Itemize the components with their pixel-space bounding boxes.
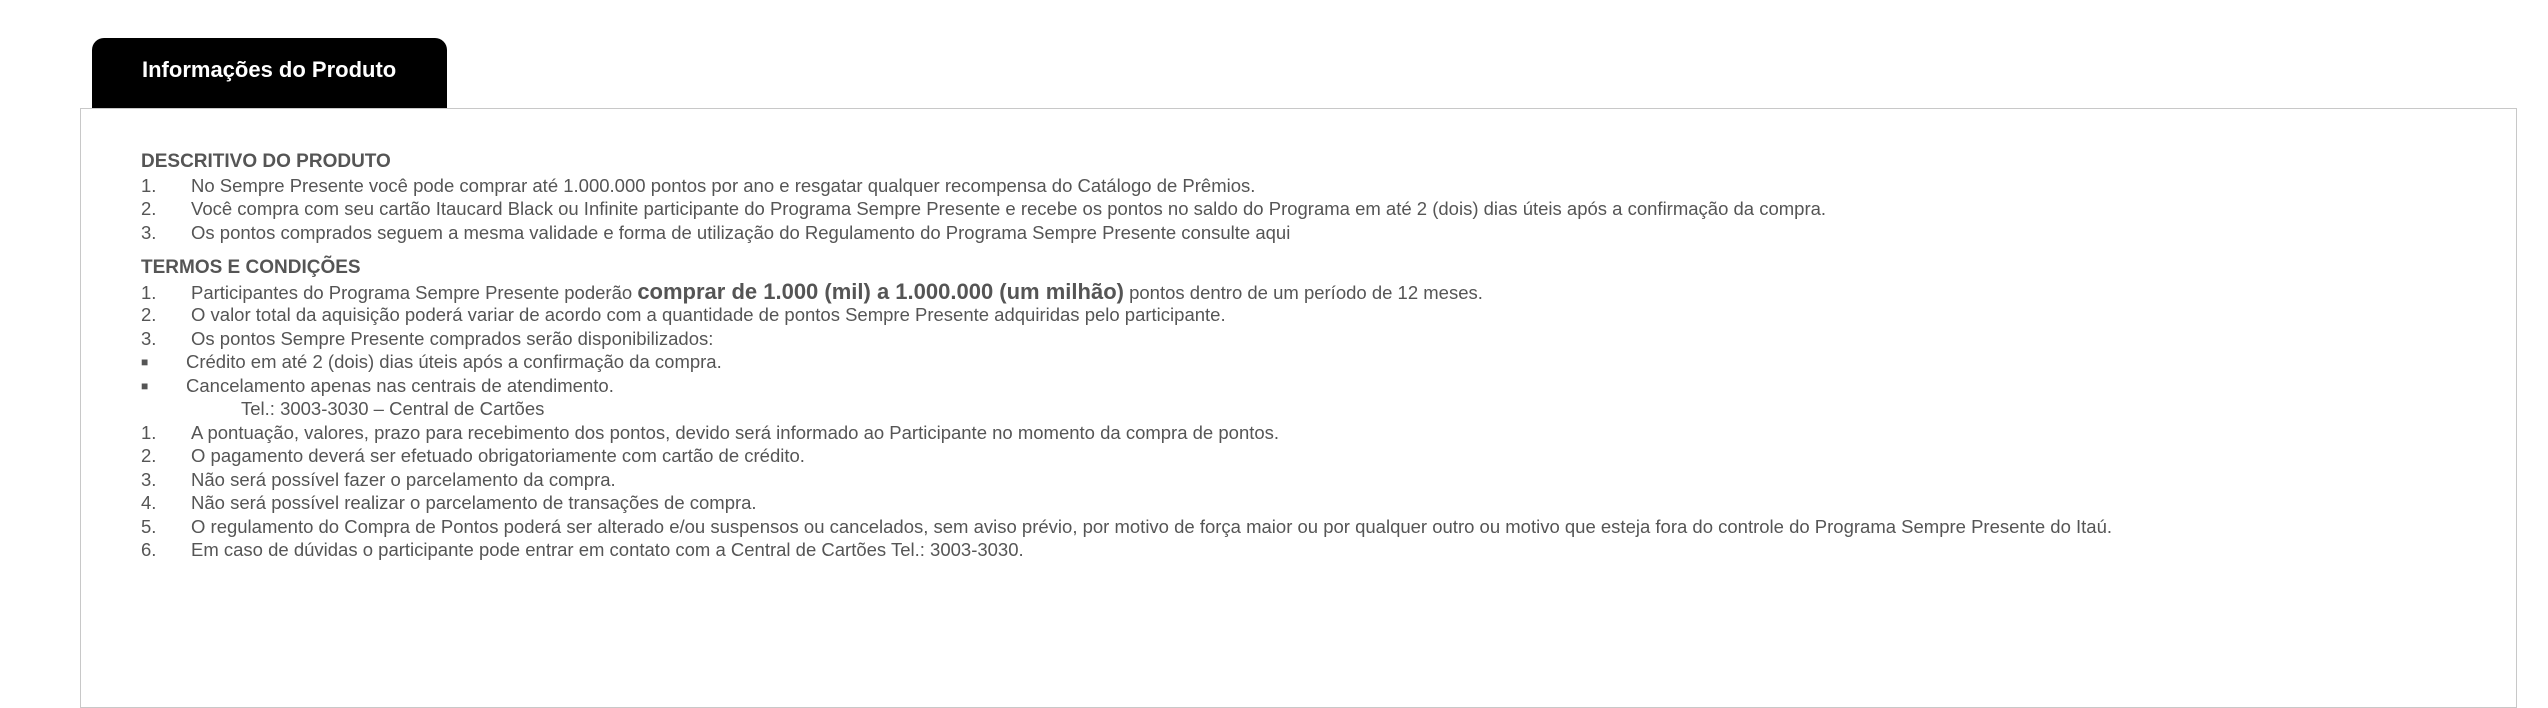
regulamento-link[interactable]: aqui: [1255, 221, 1291, 243]
termos-sub-item-2: [141, 444, 2501, 468]
item-number: 1.: [141, 421, 157, 443]
item-text: A pontuação, valores, prazo para recebimento dos pontos, devido será informado ao Participante no momento da compra de pontos.: [191, 421, 1280, 443]
descritivo-item-2: [141, 197, 2501, 221]
item-text: O valor total da aquisição poderá variar de acordo com a quantidade de pontos Sempre Presente adquiridas pelo participante.: [191, 304, 1226, 325]
descritivo-item-1: [141, 174, 2501, 198]
item-text: Você compra com seu cartão Itaucard Black ou Infinite participante do Programa Sempre Presente e recebe os pontos no saldo do Programa em até 2 (dois) dias úteis após a confirmação da compra.: [191, 198, 1827, 219]
termos-sub-item-3: [141, 468, 2501, 492]
item-number: 3.: [141, 327, 157, 349]
termos-bullet-1: [141, 350, 2501, 374]
item-number: 1.: [141, 174, 157, 196]
item-text: Participantes do Programa Sempre Presente poderão: [191, 281, 638, 303]
item-text: O regulamento do Compra de Pontos poderá ser alterado e/ou suspensos ou cancelados, sem aviso prévio, por motivo de força maior ou por qualquer outro ou motivo que esteja fora do controle do Programa Sempre Presente do Itaú.: [191, 515, 2112, 537]
item-number: 4.: [141, 492, 157, 513]
item-text: pontos dentro de um período de 12 meses.: [1123, 281, 1483, 303]
item-text: O pagamento deverá ser efetuado obrigatoriamente com cartão de crédito.: [191, 445, 805, 466]
item-text: Em caso de dúvidas o participante pode entrar em contato com a Central de Cartões Tel.: 3003-3030.: [191, 538, 1024, 560]
termos-item-1: [141, 280, 2501, 304]
bullet-text: Cancelamento apenas nas centrais de atendimento.: [186, 374, 614, 396]
item-text: Os pontos Sempre Presente comprados serão disponibilizados:: [191, 327, 714, 349]
item-number: 3.: [141, 468, 157, 490]
item-text: Não será possível fazer o parcelamento da compra.: [191, 468, 616, 490]
termos-sub-item-6: [141, 538, 2501, 562]
termos-sub-item-1: [141, 421, 2501, 445]
item-number: 2.: [141, 445, 157, 466]
termos-sub-item-5: [141, 515, 2501, 538]
bullet-text: Crédito em até 2 (dois) dias úteis após a confirmação da compra.: [186, 351, 722, 372]
tab-product-info[interactable]: [92, 38, 447, 109]
product-info-panel: [80, 108, 2517, 708]
termos-item-2: [141, 303, 2501, 327]
descritivo-item-3: [141, 221, 2501, 245]
square-bullet-icon: ■: [141, 355, 149, 370]
tab-product-info-label: Informações do Produto: [142, 57, 397, 82]
descritivo-heading: DESCRITIVO DO PRODUTO: [141, 151, 391, 172]
termos-item-3: [141, 327, 2501, 351]
item-number: 5.: [141, 515, 157, 537]
item-text: No Sempre Presente você pode comprar até 1.000.000 pontos por ano e resgatar qualquer recompensa do Catálogo de Prêmios.: [191, 174, 1256, 196]
item-highlight: comprar de 1.000 (mil) a 1.000.000 (um milhão): [637, 278, 1124, 304]
product-info-content: [141, 150, 2501, 561]
item-text: Não será possível realizar o parcelamento de transações de compra.: [191, 492, 757, 513]
item-number: 2.: [141, 198, 157, 219]
square-bullet-icon: ■: [141, 378, 149, 393]
item-number: 2.: [141, 304, 157, 325]
item-number: 6.: [141, 538, 157, 560]
termos-heading: TERMOS E CONDIÇÕES: [141, 257, 361, 278]
item-text: Os pontos comprados seguem a mesma validade e forma de utilização do Regulamento do Programa Sempre Presente consulte: [191, 221, 1256, 243]
item-number: 1.: [141, 281, 157, 303]
termos-sub-item-4: [141, 491, 2501, 515]
termos-bullet-2: [141, 374, 2501, 398]
phone-line: Tel.: 3003-3030 – Central de Cartões: [241, 398, 545, 419]
item-number: 3.: [141, 221, 157, 243]
